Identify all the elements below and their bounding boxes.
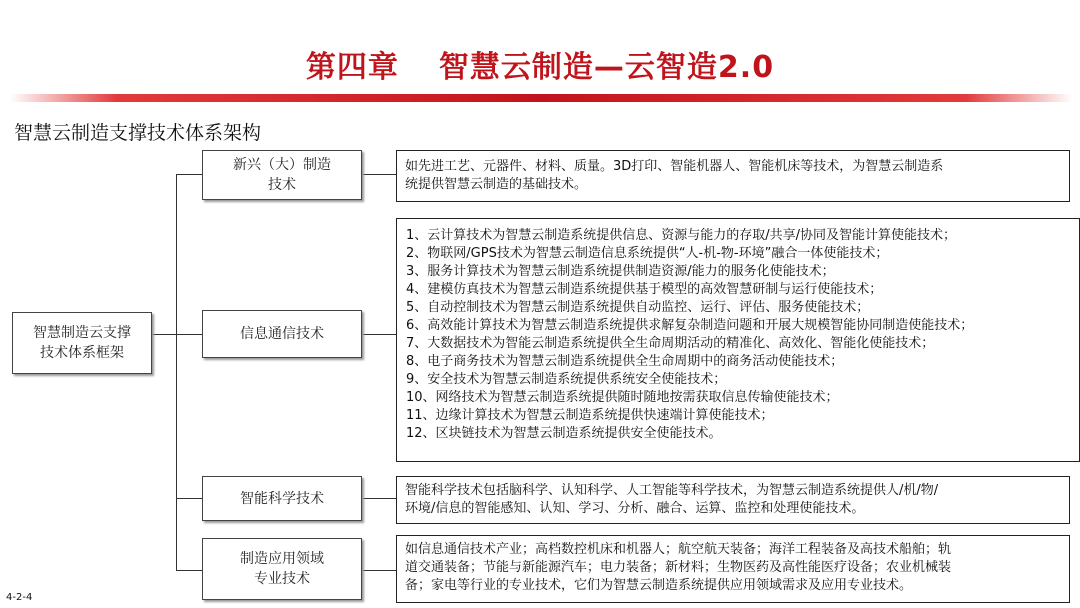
connector-branch-2 xyxy=(176,334,202,335)
connector-desc-4 xyxy=(362,570,396,571)
connector-desc-1 xyxy=(362,174,396,175)
branch-node-emerging-manufacturing xyxy=(202,150,362,200)
branch-label-line: 信息通信技术 xyxy=(240,326,324,342)
branch-node-ict xyxy=(202,310,362,358)
desc-line: 4、建模仿真技术为智慧云制造系统提供基于模型的高效智慧研制与运行使能技术； xyxy=(406,282,883,297)
desc-line: 1、云计算技术为智慧云制造系统提供信息、资源与能力的存取/共享/协同及智能计算使能技术； xyxy=(406,228,957,243)
desc-line: 12、区块链技术为智慧云制造系统提供安全使能技术。 xyxy=(406,426,722,441)
desc-line: 5、自动控制技术为智慧云制造系统提供自动监控、运行、评估、服务使能技术； xyxy=(406,300,870,315)
branch-label-line: 技术 xyxy=(268,177,296,193)
connector-branch-4 xyxy=(176,570,202,571)
desc-line: 2、物联网/GPS技术为智慧云制造信息系统提供“人-机-物-环境”融合一体使能技术； xyxy=(406,246,889,261)
connector-desc-2 xyxy=(362,334,396,335)
desc-line: 如信息通信技术产业；高档数控机床和机器人；航空航天装备；海洋工程装备及高技术船舶；轨 xyxy=(405,542,952,557)
chapter-label: 第四章 xyxy=(305,50,399,85)
connector-desc-3 xyxy=(362,498,396,499)
branch-label-line: 专业技术 xyxy=(254,571,310,587)
desc-line: 智能科学技术包括脑科学、认知科学、人工智能等科学技术，为智慧云制造系统提供人/机/物/ xyxy=(405,483,939,498)
branch-node-intelligent-science xyxy=(202,476,362,521)
branch-label-line: 制造应用领域 xyxy=(240,551,324,567)
desc-line: 10、网络技术为智慧云制造系统提供随时随地按需获取信息传输使能技术； xyxy=(406,390,839,405)
connector-branch-1 xyxy=(176,174,202,175)
desc-line: 3、服务计算技术为智慧云制造系统提供制造资源/能力的服务化使能技术； xyxy=(406,264,835,279)
desc-line: 9、安全技术为智慧云制造系统提供系统安全使能技术； xyxy=(406,372,727,387)
root-node-line1: 智慧制造云支撑 xyxy=(33,325,131,341)
desc-line: 如先进工艺、元器件、材料、质量。3D打印、智能机器人、智能机床等技术，为智慧云制造系 xyxy=(405,159,944,174)
section-subtitle: 智慧云制造支撑技术体系架构 xyxy=(14,122,262,144)
desc-box-emerging-manufacturing xyxy=(396,150,1070,202)
connector-branch-3 xyxy=(176,498,202,499)
desc-line: 6、高效能计算技术为智慧云制造系统提供求解复杂制造问题和开展大规模智能协同制造使能技术； xyxy=(406,318,974,333)
desc-line: 8、电子商务技术为智慧云制造系统提供全生命周期中的商务活动使能技术； xyxy=(406,354,844,369)
chapter-title: 智慧云制造—云智造2.0 xyxy=(438,50,775,85)
desc-line: 备；家电等行业的专业技术，它们为智慧云制造系统提供应用领域需求及应用专业技术。 xyxy=(405,578,913,593)
desc-line: 统提供智慧云制造的基础技术。 xyxy=(405,177,588,192)
branch-node-application-domain xyxy=(202,538,362,600)
page-title xyxy=(0,42,1080,86)
title-divider xyxy=(10,94,1072,102)
desc-line: 7、大数据技术为智能云制造系统提供全生命周期活动的精准化、高效化、智能化使能技术； xyxy=(406,336,935,351)
branch-label-line: 智能科学技术 xyxy=(240,490,324,507)
desc-box-application-domain xyxy=(396,535,1070,603)
desc-box-intelligent-science xyxy=(396,476,1070,524)
desc-line: 道交通装备；节能与新能源汽车；电力装备；新材料；生物医药及高性能医疗设备；农业机械装 xyxy=(405,560,952,575)
connector-vertical xyxy=(176,174,177,571)
desc-line: 环境/信息的智能感知、认知、学习、分析、融合、运算、监控和处理使能技术。 xyxy=(405,501,865,516)
page-number: 4-2-4 xyxy=(6,592,33,603)
desc-box-ict xyxy=(396,218,1080,462)
root-node xyxy=(12,312,152,374)
connector-root xyxy=(152,334,177,335)
root-node-line2: 技术体系框架 xyxy=(40,345,124,361)
desc-line: 11、边缘计算技术为智慧云制造系统提供快速端计算使能技术； xyxy=(406,408,774,423)
branch-label-line: 新兴（大）制造 xyxy=(233,157,331,173)
